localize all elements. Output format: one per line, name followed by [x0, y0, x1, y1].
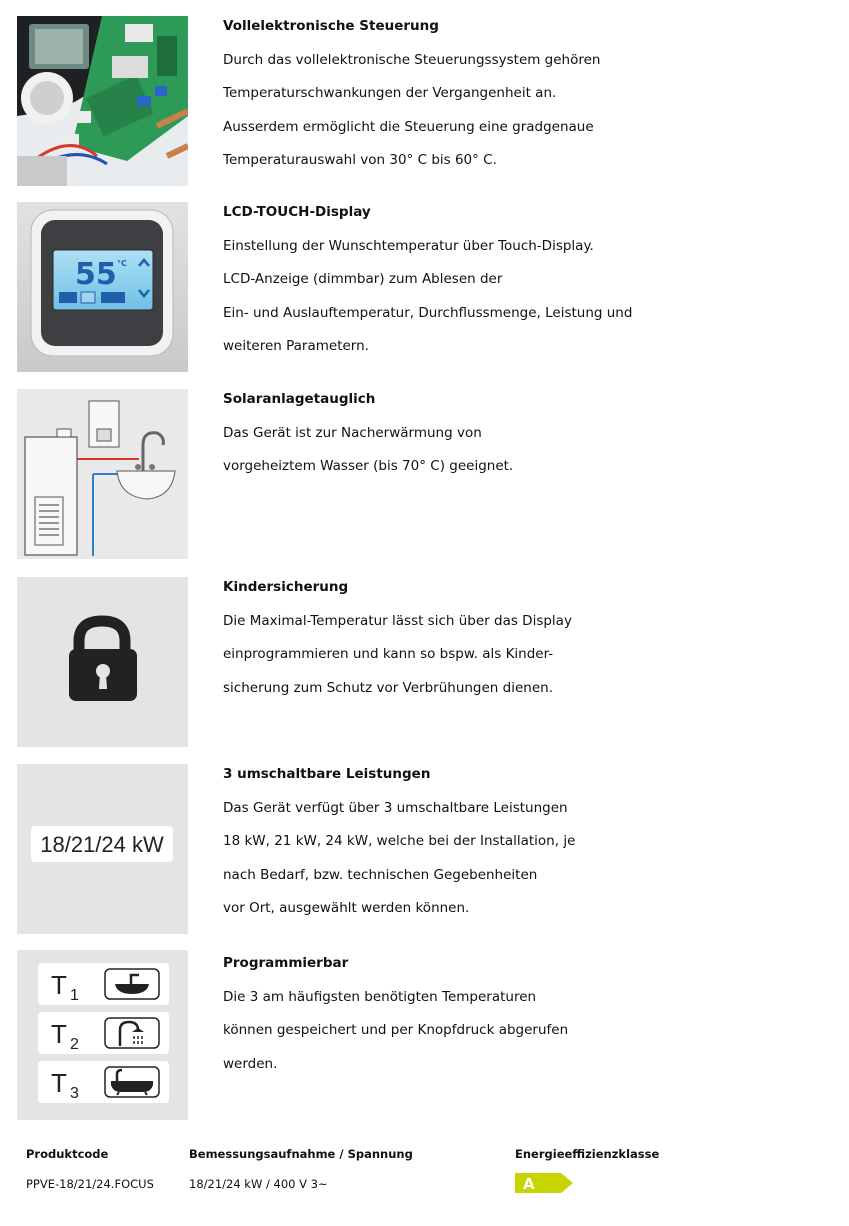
- control-board-image: [17, 16, 188, 186]
- padlock-icon: [17, 577, 188, 747]
- feature-line: Temperaturschwankungen der Vergangenheit an.: [223, 85, 557, 101]
- preset-2-index: 2: [70, 1036, 79, 1053]
- feature-line: vorgeheiztem Wasser (bis 70° C) geeignet.: [223, 458, 514, 474]
- feature-title: Programmierbar: [223, 955, 349, 971]
- preset-3-index: 3: [70, 1085, 79, 1102]
- feature-line: können gespeichert und per Knopfdruck abgerufen: [223, 1022, 569, 1038]
- energy-column: [515, 1145, 715, 1205]
- product-spec-footer: [0, 1145, 849, 1205]
- feature-line: Die Maximal-Temperatur lässt sich über das Display: [223, 612, 572, 629]
- feature-line: LCD-Anzeige (dimmbar) zum Ablesen der: [223, 271, 503, 287]
- feature-title: Kindersicherung: [223, 579, 349, 595]
- feature-title: 3 umschaltbare Leistungen: [223, 766, 431, 782]
- touch-display-icon: [17, 202, 188, 372]
- product-code-column: [26, 1145, 154, 1193]
- display-unit: °C: [117, 259, 127, 268]
- lcd-display-image: [17, 202, 188, 372]
- preset-1-letter: T: [51, 970, 67, 1000]
- feature-text: [223, 202, 823, 356]
- preset-2-letter: T: [51, 1019, 67, 1049]
- presets-image: [17, 950, 188, 1120]
- feature-title: LCD-TOUCH-Display: [223, 204, 371, 220]
- solar-diagram-image: [17, 389, 188, 559]
- feature-line: werden.: [223, 1055, 278, 1072]
- product-code-value: PPVE-18/21/24.FOCUS: [26, 1177, 154, 1191]
- feature-line: weiteren Parametern.: [223, 338, 369, 354]
- feature-text: [223, 764, 823, 918]
- power-badge: 18/21/24 kW: [40, 832, 164, 857]
- circuit-board-icon: [17, 16, 188, 186]
- energy-class: A: [523, 1175, 535, 1193]
- feature-line: Ein- und Auslauftemperatur, Durchflussmenge, Leistung und: [223, 304, 633, 321]
- feature-text: [223, 953, 823, 1074]
- energy-class-arrow-icon: [515, 1173, 573, 1193]
- rating-label: Bemessungsaufnahme / Spannung: [189, 1147, 413, 1161]
- feature-line: Durch das vollelektronische Steuerungssystem gehören: [223, 51, 601, 68]
- feature-line: 18 kW, 21 kW, 24 kW, welche bei der Installation, je: [223, 833, 576, 849]
- feature-title: Solaranlagetauglich: [223, 391, 376, 407]
- energy-label: Energieeffizienzklasse: [515, 1147, 660, 1161]
- feature-text: [223, 577, 823, 698]
- feature-line: Die 3 am häufigsten benötigten Temperaturen: [223, 988, 537, 1005]
- feature-line: Das Gerät verfügt über 3 umschaltbare Leistungen: [223, 799, 568, 816]
- rating-value: 18/21/24 kW / 400 V 3~: [189, 1177, 328, 1191]
- power-levels-image: [17, 764, 188, 934]
- display-temperature: 55: [75, 257, 117, 292]
- feature-line: Temperaturauswahl von 30° C bis 60° C.: [223, 152, 497, 168]
- preset-3-letter: T: [51, 1068, 67, 1098]
- temperature-presets-graphic: [17, 950, 188, 1120]
- feature-line: nach Bedarf, bzw. technischen Gegebenheiten: [223, 866, 538, 883]
- power-badge-graphic: [17, 764, 188, 934]
- feature-line: vor Ort, ausgewählt werden können.: [223, 900, 470, 916]
- preset-1-index: 1: [70, 987, 79, 1004]
- feature-title: Vollelektronische Steuerung: [223, 18, 439, 34]
- feature-line: Das Gerät ist zur Nacherwärmung von: [223, 424, 482, 441]
- child-lock-image: [17, 577, 188, 747]
- solar-storage-icon: [17, 389, 188, 559]
- feature-line: Ausserdem ermöglicht die Steuerung eine gradgenaue: [223, 118, 594, 135]
- feature-line: einprogrammieren und kann so bspw. als Kinder-: [223, 646, 554, 662]
- feature-line: sicherung zum Schutz vor Verbrühungen dienen.: [223, 679, 553, 696]
- feature-text: [223, 16, 823, 170]
- feature-line: Einstellung der Wunschtemperatur über Touch-Display.: [223, 237, 594, 254]
- rating-column: [189, 1145, 413, 1193]
- product-code-label: Produktcode: [26, 1147, 109, 1161]
- feature-text: [223, 389, 823, 476]
